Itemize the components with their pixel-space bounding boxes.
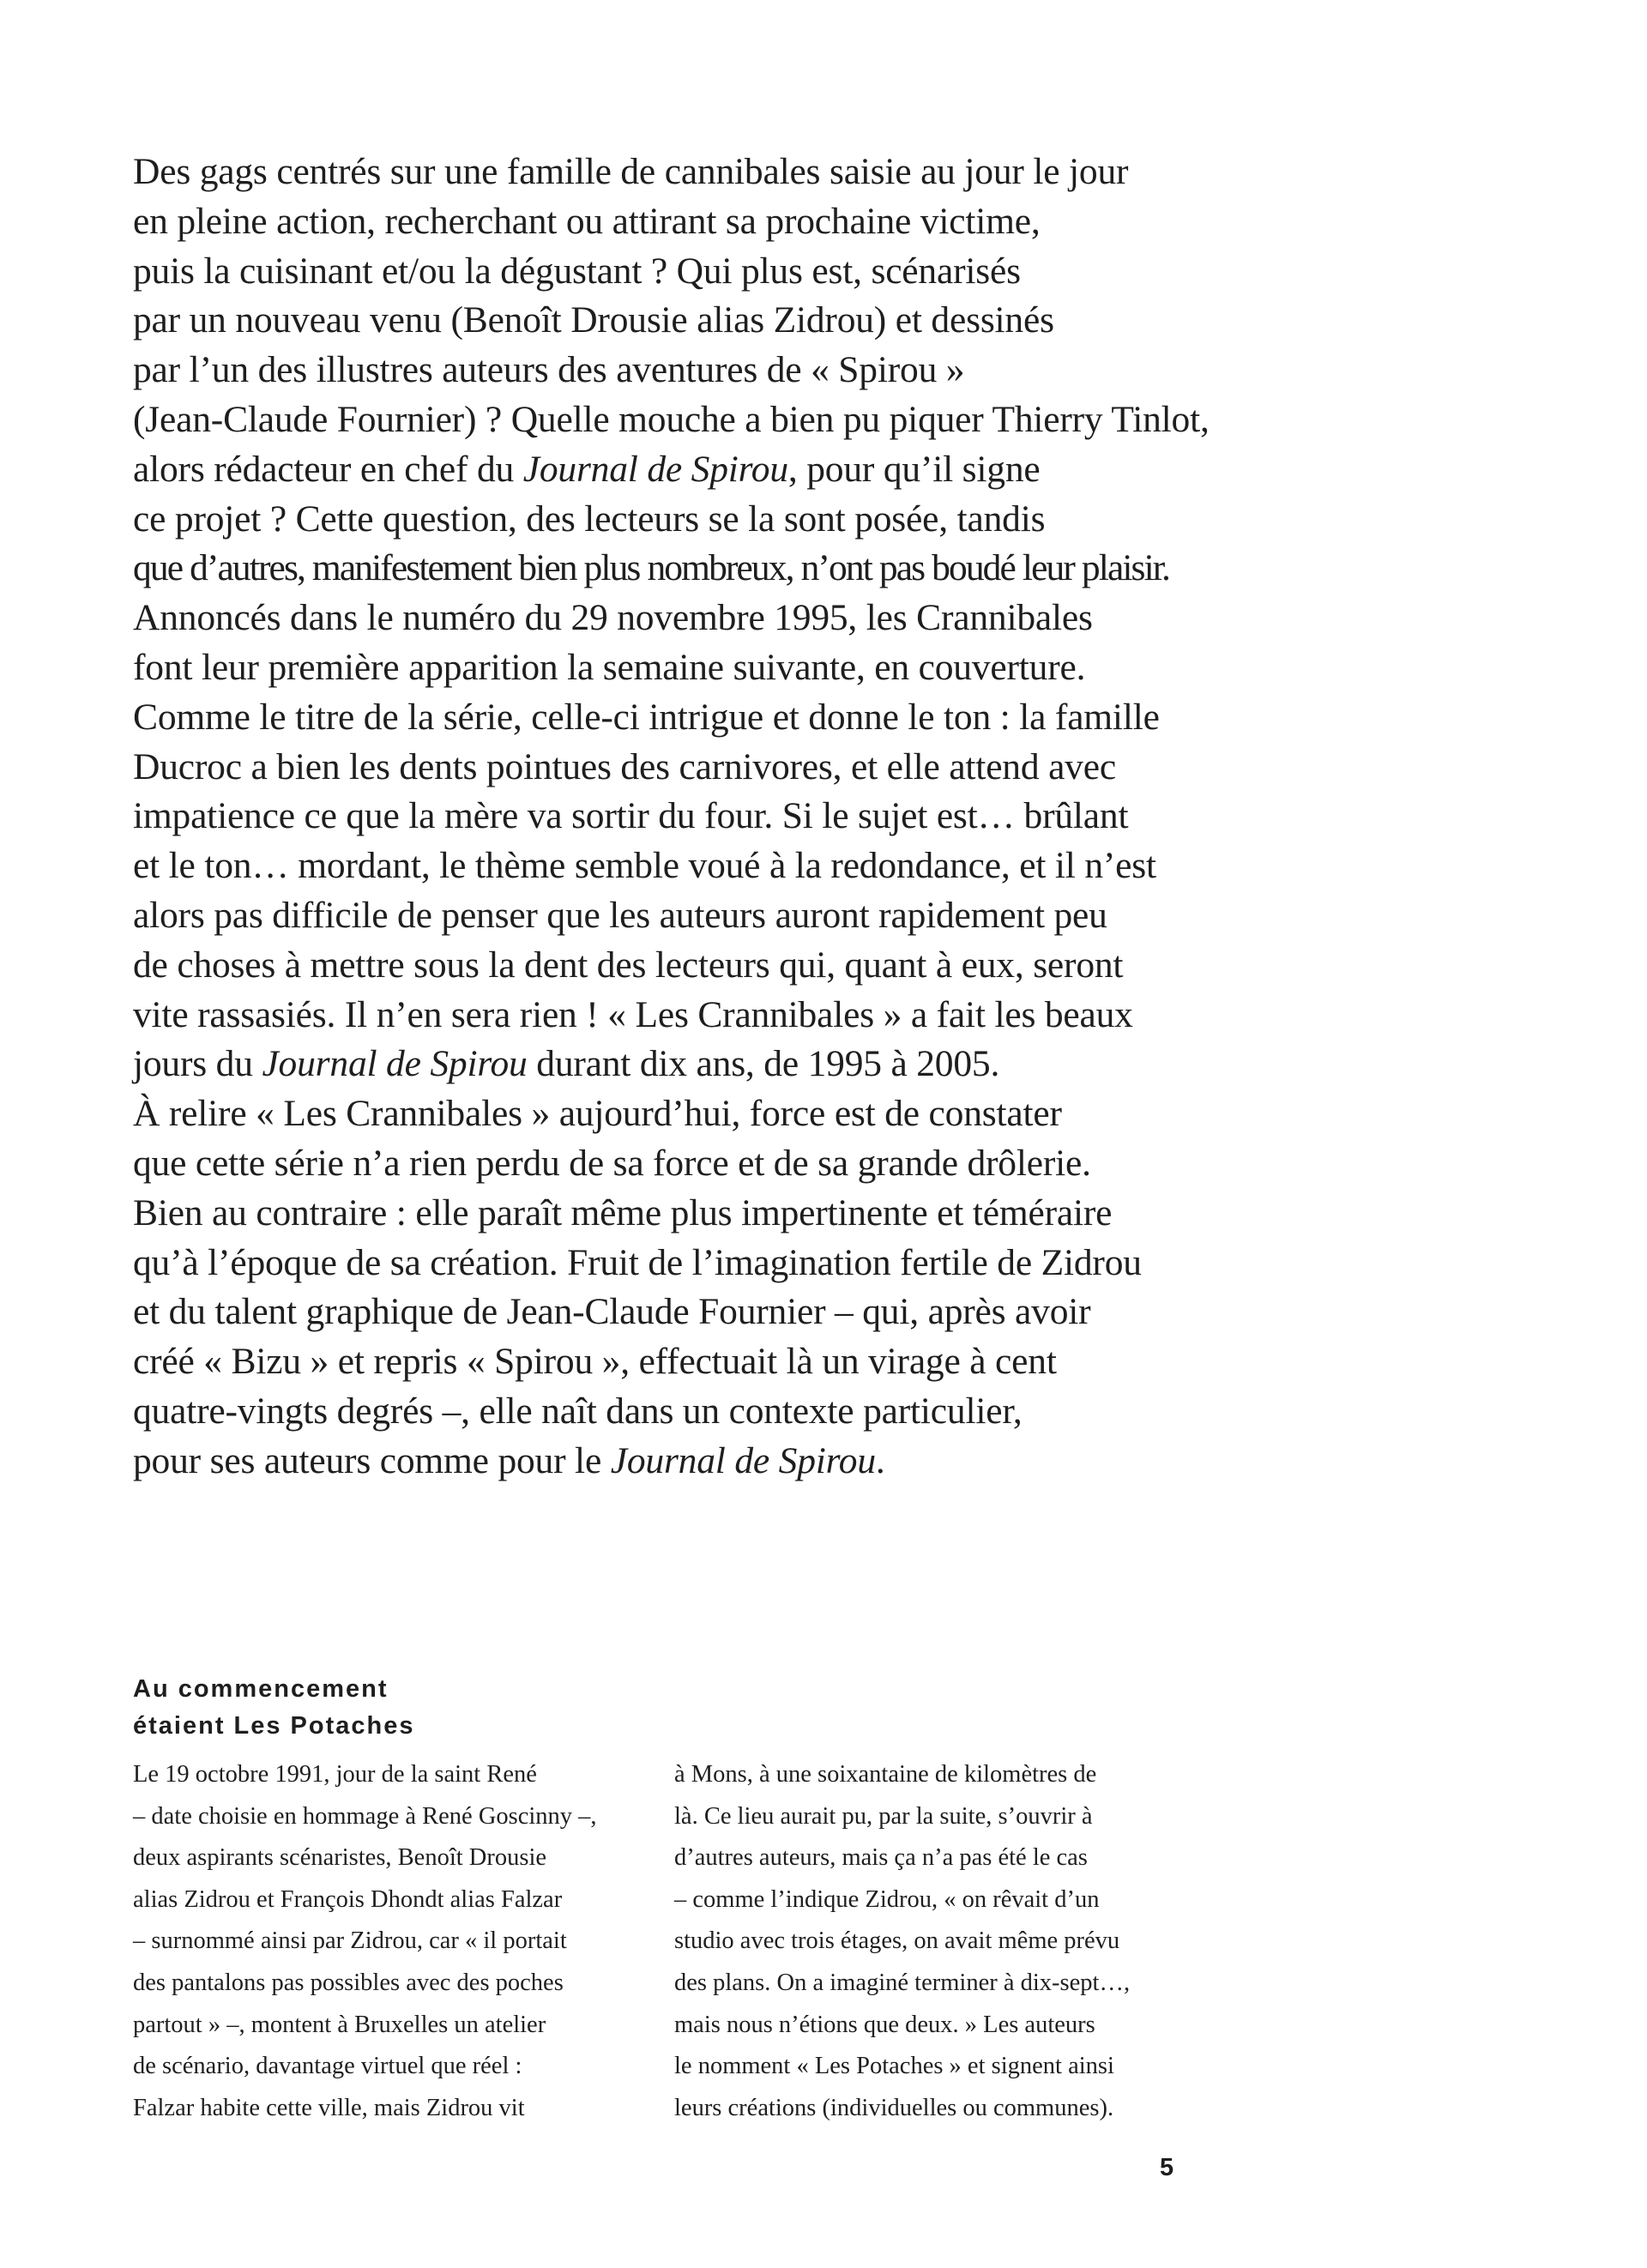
intro-line: par l’un des illustres auteurs des aventures de « Spirou »	[133, 349, 965, 391]
column-line: des pantalons pas possibles avec des poches	[133, 1969, 564, 1996]
intro-line: Comme le titre de la série, celle-ci intrigue et donne le ton : la famille	[133, 696, 1160, 738]
column-line: mais nous n’étions que deux. » Les auteurs	[674, 2011, 1095, 2038]
column-line: des plans. On a imaginé terminer à dix-sept…,	[674, 1969, 1131, 1996]
intro-line: et le ton… mordant, le thème semble voué à la redondance, et il n’est	[133, 845, 1156, 887]
intro-line: quatre-vingts degrés –, elle naît dans un contexte particulier,	[133, 1390, 1023, 1432]
intro-line: font leur première apparition la semaine suivante, en couverture.	[133, 646, 1086, 688]
intro-line	[133, 1437, 1351, 1487]
intro-line-text: jours du	[133, 1043, 262, 1085]
section-heading-line: étaient Les Potaches	[133, 1712, 415, 1740]
intro-line: Annoncés dans le numéro du 29 novembre 1995, les Crannibales	[133, 597, 1093, 639]
column-line: studio avec trois étages, on avait même prévu	[674, 1927, 1120, 1955]
journal-title-italic: Journal de Spirou	[610, 1439, 876, 1481]
column-line: leurs créations (individuelles ou communes).	[674, 2094, 1114, 2121]
intro-line: (Jean-Claude Fournier) ? Quelle mouche a bien pu piquer Thierry Tinlot,	[133, 398, 1210, 440]
intro-line	[133, 1040, 1351, 1089]
column-line: partout » –, montent à Bruxelles un atelier	[133, 2011, 546, 2038]
section-heading	[133, 1671, 733, 1745]
intro-line: Ducroc a bien les dents pointues des carnivores, et elle attend avec	[133, 745, 1116, 787]
section-heading-line: Au commencement	[133, 1675, 389, 1703]
intro-line: en pleine action, recherchant ou attirant sa prochaine victime,	[133, 200, 1041, 242]
intro-line: qu’à l’époque de sa création. Fruit de l’imagination fertile de Zidrou	[133, 1241, 1142, 1283]
intro-line	[133, 445, 1351, 495]
intro-line: de choses à mettre sous la dent des lecteurs qui, quant à eux, seront	[133, 944, 1124, 986]
intro-line: impatience ce que la mère va sortir du four. Si le sujet est… brûlant	[133, 795, 1129, 837]
column-line: là. Ce lieu aurait pu, par la suite, s’ouvrir à	[674, 1802, 1093, 1830]
intro-line-text: .	[875, 1439, 885, 1481]
intro-line-text: , pour qu’il signe	[787, 448, 1041, 490]
intro-line: que cette série n’a rien perdu de sa force et de sa grande drôlerie.	[133, 1142, 1091, 1184]
intro-line: que d’autres, manifestement bien plus nombreux, n’ont pas boudé leur plaisir.	[133, 547, 1169, 589]
intro-line-text: pour ses auteurs comme pour le	[133, 1439, 611, 1481]
intro-line-text: alors rédacteur en chef du	[133, 448, 523, 490]
column-line: – surnommé ainsi par Zidrou, car « il portait	[133, 1927, 567, 1955]
intro-line: ce projet ? Cette question, des lecteurs se la sont posée, tandis	[133, 498, 1046, 540]
journal-title-italic: Journal de Spirou	[522, 448, 788, 490]
column-line: deux aspirants scénaristes, Benoît Drousie	[133, 1844, 547, 1872]
column-line: alias Zidrou et François Dhondt alias Falzar	[133, 1885, 563, 1913]
column-line: – date choisie en hommage à René Goscinny –,	[133, 1802, 597, 1830]
column-line: d’autres auteurs, mais ça n’a pas été le cas	[674, 1844, 1088, 1872]
intro-line: par un nouveau venu (Benoît Drousie alias Zidrou) et dessinés	[133, 299, 1054, 341]
page-number: 5	[1160, 2154, 1174, 2181]
intro-paragraph	[133, 148, 1351, 1487]
intro-line: Bien au contraire : elle paraît même plus impertinente et téméraire	[133, 1191, 1113, 1234]
intro-line-text: durant dix ans, de 1995 à 2005.	[527, 1043, 1000, 1085]
column-line: – comme l’indique Zidrou, « on rêvait d’un	[674, 1885, 1100, 1913]
journal-title-italic: Journal de Spirou	[262, 1043, 528, 1085]
intro-line: puis la cuisinant et/ou la dégustant ? Qui plus est, scénarisés	[133, 250, 1021, 292]
intro-line: À relire « Les Crannibales » aujourd’hui, force est de constater	[133, 1093, 1062, 1135]
column-line: Le 19 octobre 1991, jour de la saint René	[133, 1761, 537, 1788]
column-line: de scénario, davantage virtuel que réel :	[133, 2053, 522, 2080]
intro-line: et du talent graphique de Jean-Claude Fournier – qui, après avoir	[133, 1291, 1091, 1333]
intro-line: vite rassasiés. Il n’en sera rien ! « Les Crannibales » a fait les beaux	[133, 993, 1133, 1035]
intro-line: alors pas difficile de penser que les auteurs auront rapidement peu	[133, 894, 1107, 936]
column-line: le nomment « Les Potaches » et signent ainsi	[674, 2053, 1114, 2080]
intro-line: créé « Bizu » et repris « Spirou », effectuait là un virage à cent	[133, 1341, 1057, 1383]
column-line: à Mons, à une soixantaine de kilomètres de	[674, 1761, 1097, 1788]
column-line: Falzar habite cette ville, mais Zidrou vit	[133, 2094, 525, 2121]
intro-line: Des gags centrés sur une famille de cannibales saisie au jour le jour	[133, 151, 1129, 192]
right-column-text	[674, 1754, 1189, 2129]
left-column-text	[133, 1754, 596, 2129]
